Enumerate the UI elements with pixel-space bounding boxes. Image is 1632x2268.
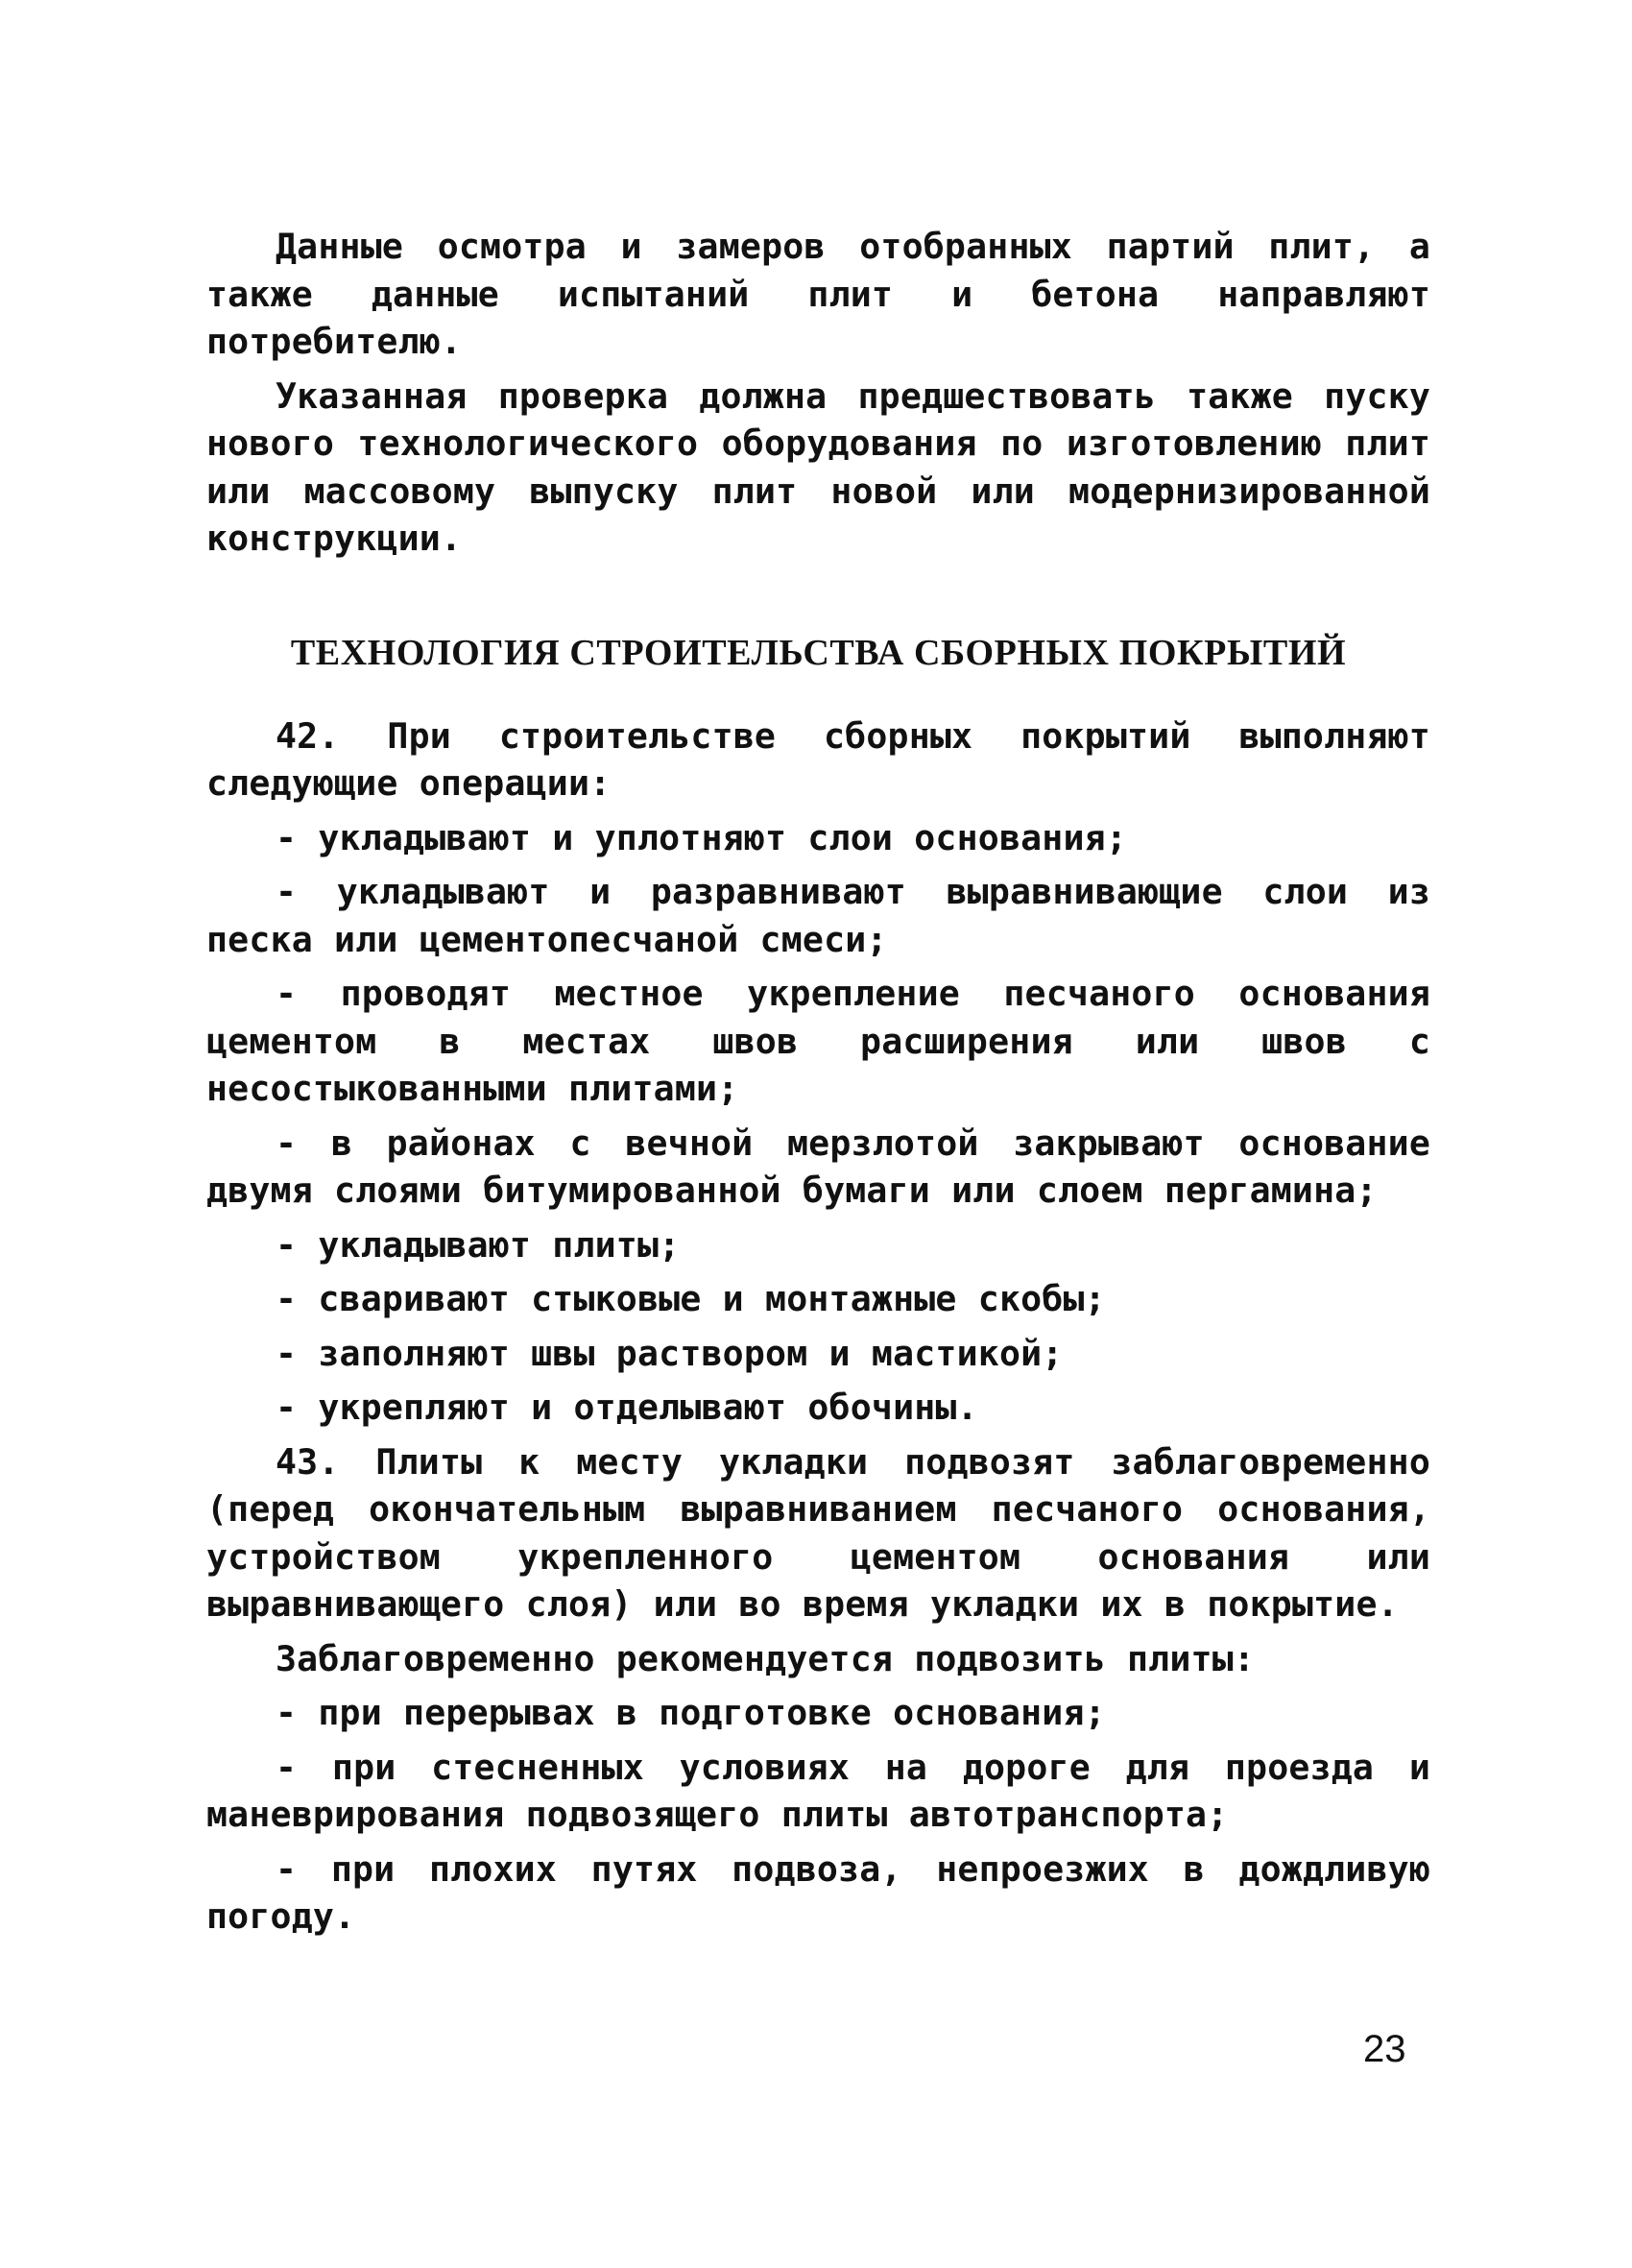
- condition-item: - при перерывах в подготовке основания;: [276, 1692, 1106, 1733]
- item-42-number: 42.: [276, 714, 340, 757]
- section-title: ТЕХНОЛОГИЯ СТРОИТЕЛЬСТВА СБОРНЫХ ПОКРЫТИЙ: [290, 632, 1347, 673]
- operation-item: - проводят местное укрепление песчаного основания цементом в местах швов расширения или швов с несостыкованными плитами;: [206, 973, 1430, 1109]
- condition-item: - при плохих путях подвоза, непроезжих в дождливую погоду.: [206, 1847, 1430, 1937]
- page-number: 23: [1363, 2028, 1406, 2070]
- operation-item: - укрепляют и отделывают обочины.: [276, 1387, 978, 1428]
- item-43-number: 43.: [276, 1440, 340, 1483]
- item-43-intro: [206, 1438, 1430, 1629]
- document-page: [206, 223, 1430, 1947]
- item-42-intro: [206, 712, 1430, 808]
- operation-item: - укладывают и уплотняют слои основания;: [276, 816, 1127, 858]
- operation-item: - заполняют швы раствором и мастикой;: [276, 1332, 1064, 1374]
- condition-item: - при стесненных условиях на дороге для проезда и маневрирования подвозящего плиты автотранспорта;: [206, 1746, 1430, 1835]
- operation-item: - укладывают и разравнивают выравнивающие слои из песка или цементопесчаной смеси;: [206, 871, 1430, 960]
- paragraph-verification-note: Указанная проверка должна предшествовать также пуску нового технологического оборудования по изготовлению плит или массовому выпуску плит новой или модернизированной конструкции.: [206, 374, 1430, 559]
- operation-item: - в районах с вечной мерзлотой закрывают основание двумя слоями битумированной бумаги или слоем пергамина;: [206, 1122, 1430, 1211]
- paragraph-inspection-data: Данные осмотра и замеров отобранных партий плит, а также данные испытаний плит и бетона направляют потребителю.: [206, 226, 1430, 362]
- item-42-intro-text: При строительстве сборных покрытий выполняют следующие операции:: [206, 714, 1430, 804]
- item-43-intro-text: Плиты к месту укладки подвозят заблаговременно (перед окончательным выравниванием песчаного основания, устройством укрепленного цементом основания или выравнивающего слоя) или во время укладки их в покрытие.: [206, 1440, 1430, 1625]
- item-43-recommendation: Заблаговременно рекомендуется подвозить плиты:: [276, 1637, 1256, 1679]
- operation-item: - сваривают стыковые и монтажные скобы;: [276, 1278, 1106, 1319]
- operation-item: - укладывают плиты;: [276, 1223, 681, 1266]
